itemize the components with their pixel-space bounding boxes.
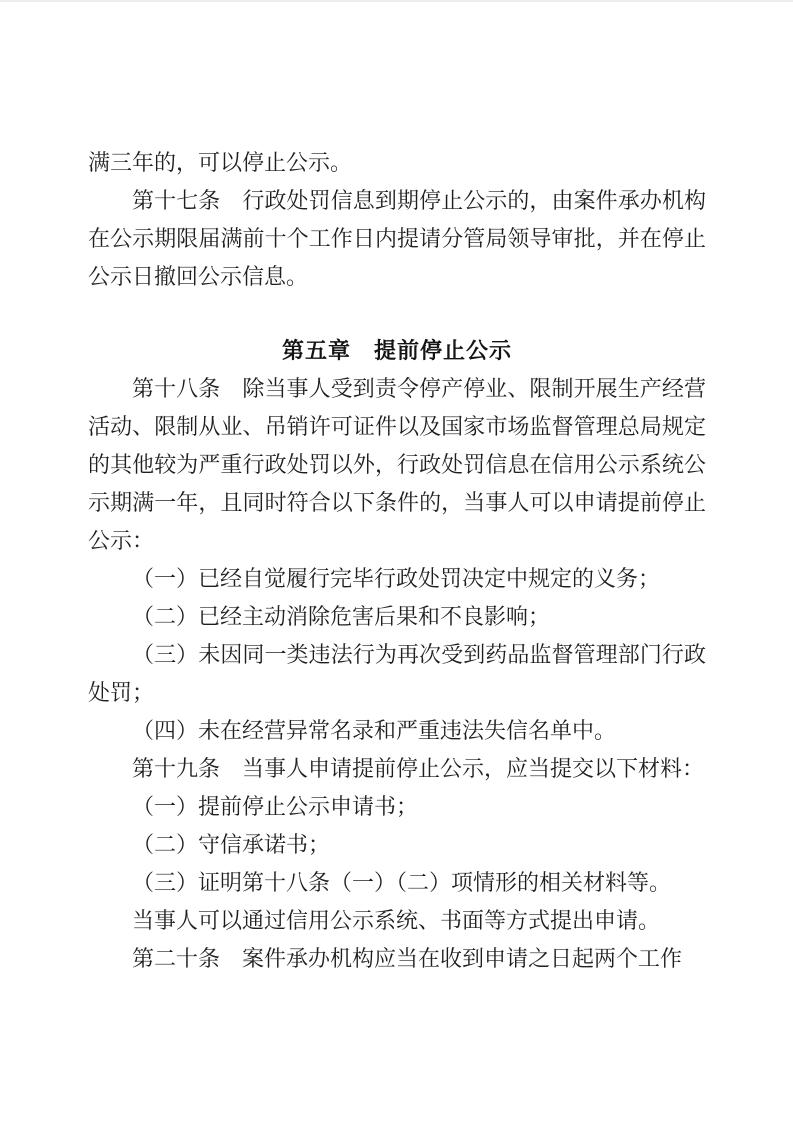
paragraph: 第十七条 行政处罚信息到期停止公示的，由案件承办机构在公示期限届满前十个工作日内提请分管局领导审批，并在停止公示日撤回公示信息。 xyxy=(88,188,706,289)
paragraph: （一）已经自觉履行完毕行政处罚决定中规定的义务； xyxy=(132,566,661,591)
document-body xyxy=(88,144,706,978)
paragraph: （三）证明第十八条（一）（二）项情形的相关材料等。 xyxy=(132,870,672,895)
paragraph: （三）未因同一类违法行为再次受到药品监督管理部门行政处罚； xyxy=(88,642,706,705)
paragraph: （二）守信承诺书； xyxy=(132,832,331,857)
paragraph: （二）已经主动消除危害后果和不良影响； xyxy=(132,604,551,629)
paragraph: 第十九条 当事人申请提前停止公示，应当提交以下材料： xyxy=(132,756,705,781)
paragraph: （四）未在经营异常名录和严重违法失信名单中。 xyxy=(132,718,617,743)
paragraph: 当事人可以通过信用公示系统、书面等方式提出申请。 xyxy=(132,908,661,933)
chapter-heading: 第五章 提前停止公示 xyxy=(281,338,512,363)
paragraph: 第二十条 案件承办机构应当在收到申请之日起两个工作 xyxy=(132,946,683,971)
paragraph: 满三年的，可以停止公示。 xyxy=(88,150,353,175)
paragraph: （一）提前停止公示申请书； xyxy=(132,794,419,819)
paragraph: 第十八条 除当事人受到责令停产停业、限制开展生产经营活动、限制从业、吊销许可证件以及国家市场监督管理总局规定的其他较为严重行政处罚以外，行政处罚信息在信用公示系统公示期满一年，且同时符合以下条件的，当事人可以申请提前停止公示： xyxy=(88,376,706,553)
